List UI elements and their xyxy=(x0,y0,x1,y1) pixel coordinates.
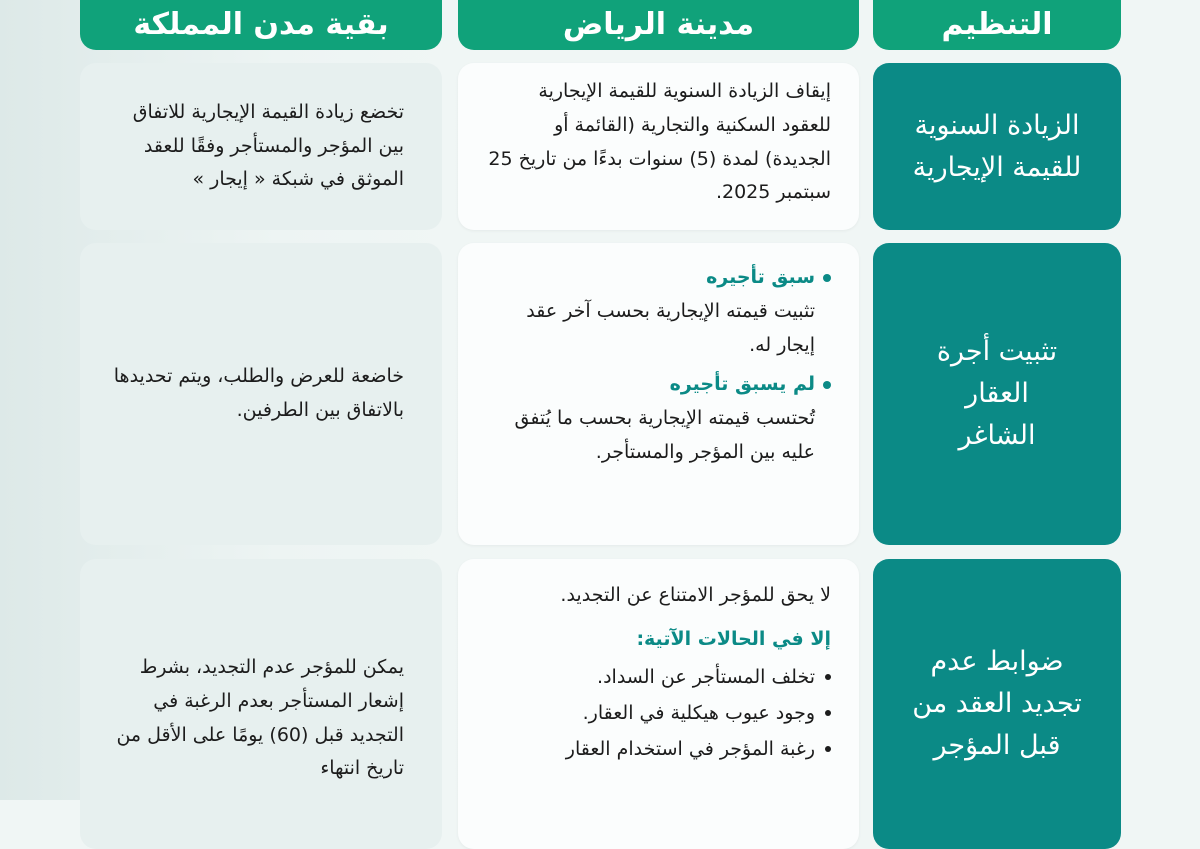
bullet-previously-rented xyxy=(484,261,831,295)
bullet-dot-icon xyxy=(825,674,831,680)
row-title-label: ضوابط عدم تجديد العقد من قبل المؤجر xyxy=(912,646,1082,761)
row-title-label: الزيادة السنوية للقيمة الإيجارية xyxy=(912,109,1082,183)
bullet-not-previously-rented xyxy=(484,368,831,402)
others-cell-vacant-property xyxy=(80,243,442,545)
list-item: رغبة المؤجر في استخدام العقار xyxy=(484,731,831,767)
others-text: خاضعة للعرض والطلب، ويتم تحديدها بالاتفاق بين الطرفين. xyxy=(113,365,404,421)
header-riyadh-label: مدينة الرياض xyxy=(562,7,755,42)
row-title-vacant-property xyxy=(873,243,1121,545)
row-title-non-renewal xyxy=(873,559,1121,849)
others-text: تخضع زيادة القيمة الإيجارية للاتفاق بين المؤجر والمستأجر وفقًا للعقد الموثق في شبكة « إيجار » xyxy=(132,100,404,191)
list-item: تخلف المستأجر عن السداد. xyxy=(484,659,831,695)
header-organization xyxy=(873,0,1121,50)
bullet-dot-icon xyxy=(823,274,831,282)
others-text: يمكن للمؤجر عدم التجديد، بشرط إشعار المستأجر بعدم الرغبة في التجديد قبل (60) يومًا على الأقل من تاريخ انتهاء xyxy=(116,656,404,780)
others-cell-non-renewal xyxy=(80,559,442,849)
non-renewal-intro: لا يحق للمؤجر الامتناع عن التجديد. xyxy=(560,584,831,606)
exceptions-list xyxy=(484,659,831,767)
header-other-cities-label: بقية مدن المملكة xyxy=(133,7,389,42)
header-organization-label: التنظيم xyxy=(941,7,1053,42)
riyadh-cell-annual-increase xyxy=(458,63,859,230)
riyadh-cell-non-renewal xyxy=(458,559,859,849)
not-previously-rented-text: تُحتسب قيمته الإيجارية بحسب ما يُتفق عليه بين المؤجر والمستأجر. xyxy=(514,407,815,464)
list-item: وجود عيوب هيكلية في العقار. xyxy=(484,695,831,731)
header-riyadh xyxy=(458,0,859,50)
row-title-label: تثبيت أجرة العقار الشاغر xyxy=(936,336,1058,451)
previously-rented-title: سبق تأجيره xyxy=(706,266,815,288)
bullet-dot-icon xyxy=(825,746,831,752)
row-title-annual-increase xyxy=(873,63,1121,230)
exceptions-title: إلا في الحالات الآتية: xyxy=(636,627,831,650)
bullet-dot-icon xyxy=(823,381,831,389)
others-cell-annual-increase xyxy=(80,63,442,230)
riyadh-text: إيقاف الزيادة السنوية للقيمة الإيجارية للعقود السكنية والتجارية (القائمة أو الجديدة) لمدة (5) سنوات بدءًا من تاريخ 25 سبتمبر 2025. xyxy=(488,80,831,204)
header-other-cities xyxy=(80,0,442,50)
not-previously-rented-title: لم يسبق تأجيره xyxy=(669,373,815,396)
bullet-dot-icon xyxy=(825,710,831,716)
riyadh-cell-vacant-property xyxy=(458,243,859,545)
previously-rented-text: تثبيت قيمته الإيجارية بحسب آخر عقد إيجار له. xyxy=(526,299,815,356)
